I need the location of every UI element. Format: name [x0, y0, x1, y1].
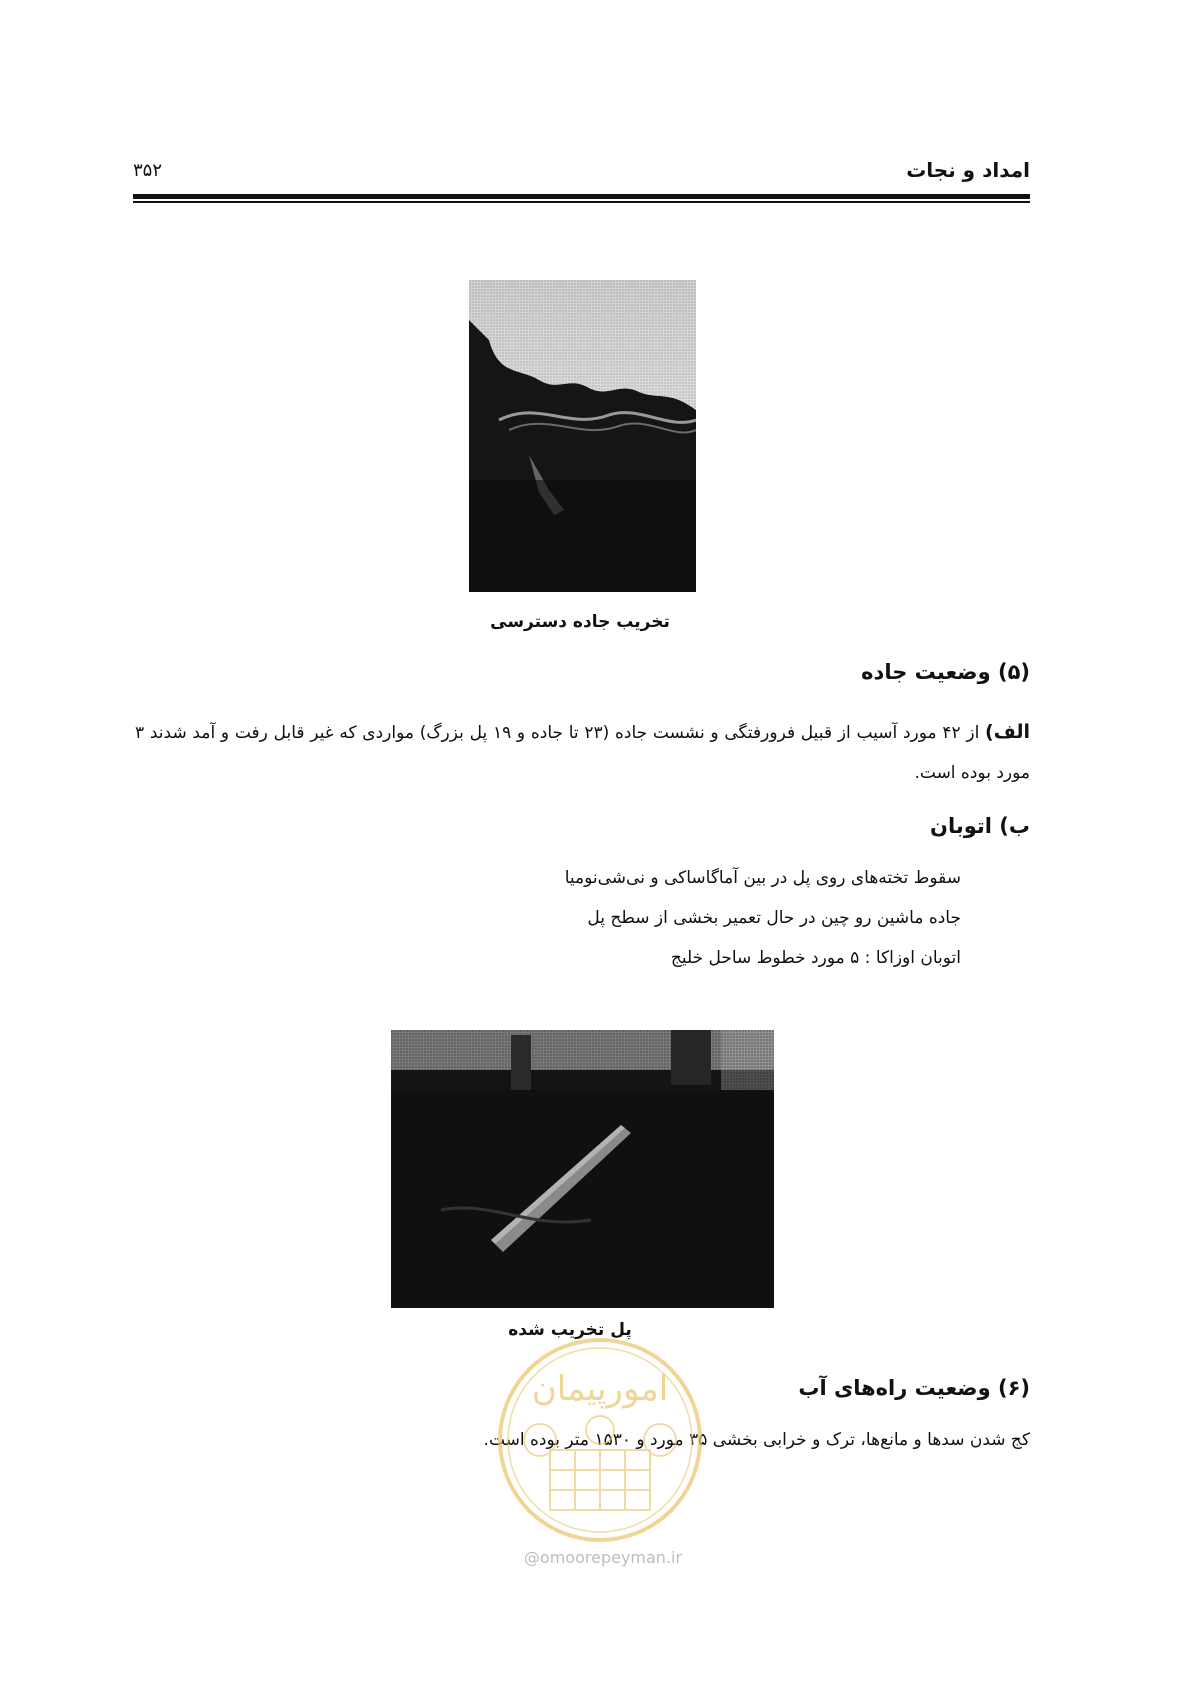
section-5-heading: (۵) وضعیت جاده [861, 660, 1030, 684]
paragraph-a-text: از ۴۲ مورد آسیب از قبیل فرورفتگی و نشست جاده (۲۳ تا جاده و ۱۹ پل بزرگ) مواردی که غیر قابل رفت و آمد شدند ۳ مورد بوده است. [135, 723, 1030, 783]
page-header [133, 158, 1030, 194]
access-road-photo [469, 280, 696, 592]
header-rule-thick [133, 194, 1030, 199]
bridge-photo [391, 1030, 774, 1308]
list-item: اتوبان اوزاکا : ۵ مورد خطوط ساحل خلیج [670, 948, 961, 968]
page-number: ۳۵۲ [133, 160, 163, 181]
list-item: سقوط تخته‌های روی پل در بین آماگاساکی و نی‌شی‌نومیا [564, 868, 961, 888]
bridge-caption: پل تخریب شده [508, 1320, 632, 1340]
highway-list [565, 858, 961, 978]
running-title: امداد و نجات [906, 158, 1030, 182]
section-6-heading: (۶) وضعیت راه‌های آب [798, 1376, 1030, 1400]
road-destruction-photo-icon [469, 280, 696, 592]
highway-subheading: ب) اتوبان [930, 814, 1030, 838]
header-rule-thin [133, 201, 1030, 203]
watermark-logo-text: امورپیمان [531, 1369, 669, 1409]
paragraph-a-lead: الف) [985, 721, 1030, 743]
section-6-paragraph: کج شدن سدها و مانع‌ها، ترک و خرابی بخشی ۳۵ مورد و ۱۵۳۰ متر بوده است. [483, 1430, 1030, 1450]
list-item: جاده ماشین رو چین در حال تعمیر بخشی از سطح پل [587, 908, 961, 928]
watermark-url: @omoorepeyman.ir [523, 1548, 683, 1567]
access-road-caption: تخریب جاده دسترسی [490, 612, 670, 632]
destroyed-bridge-photo-icon [391, 1030, 774, 1308]
section-5-paragraph-a [135, 712, 1030, 793]
